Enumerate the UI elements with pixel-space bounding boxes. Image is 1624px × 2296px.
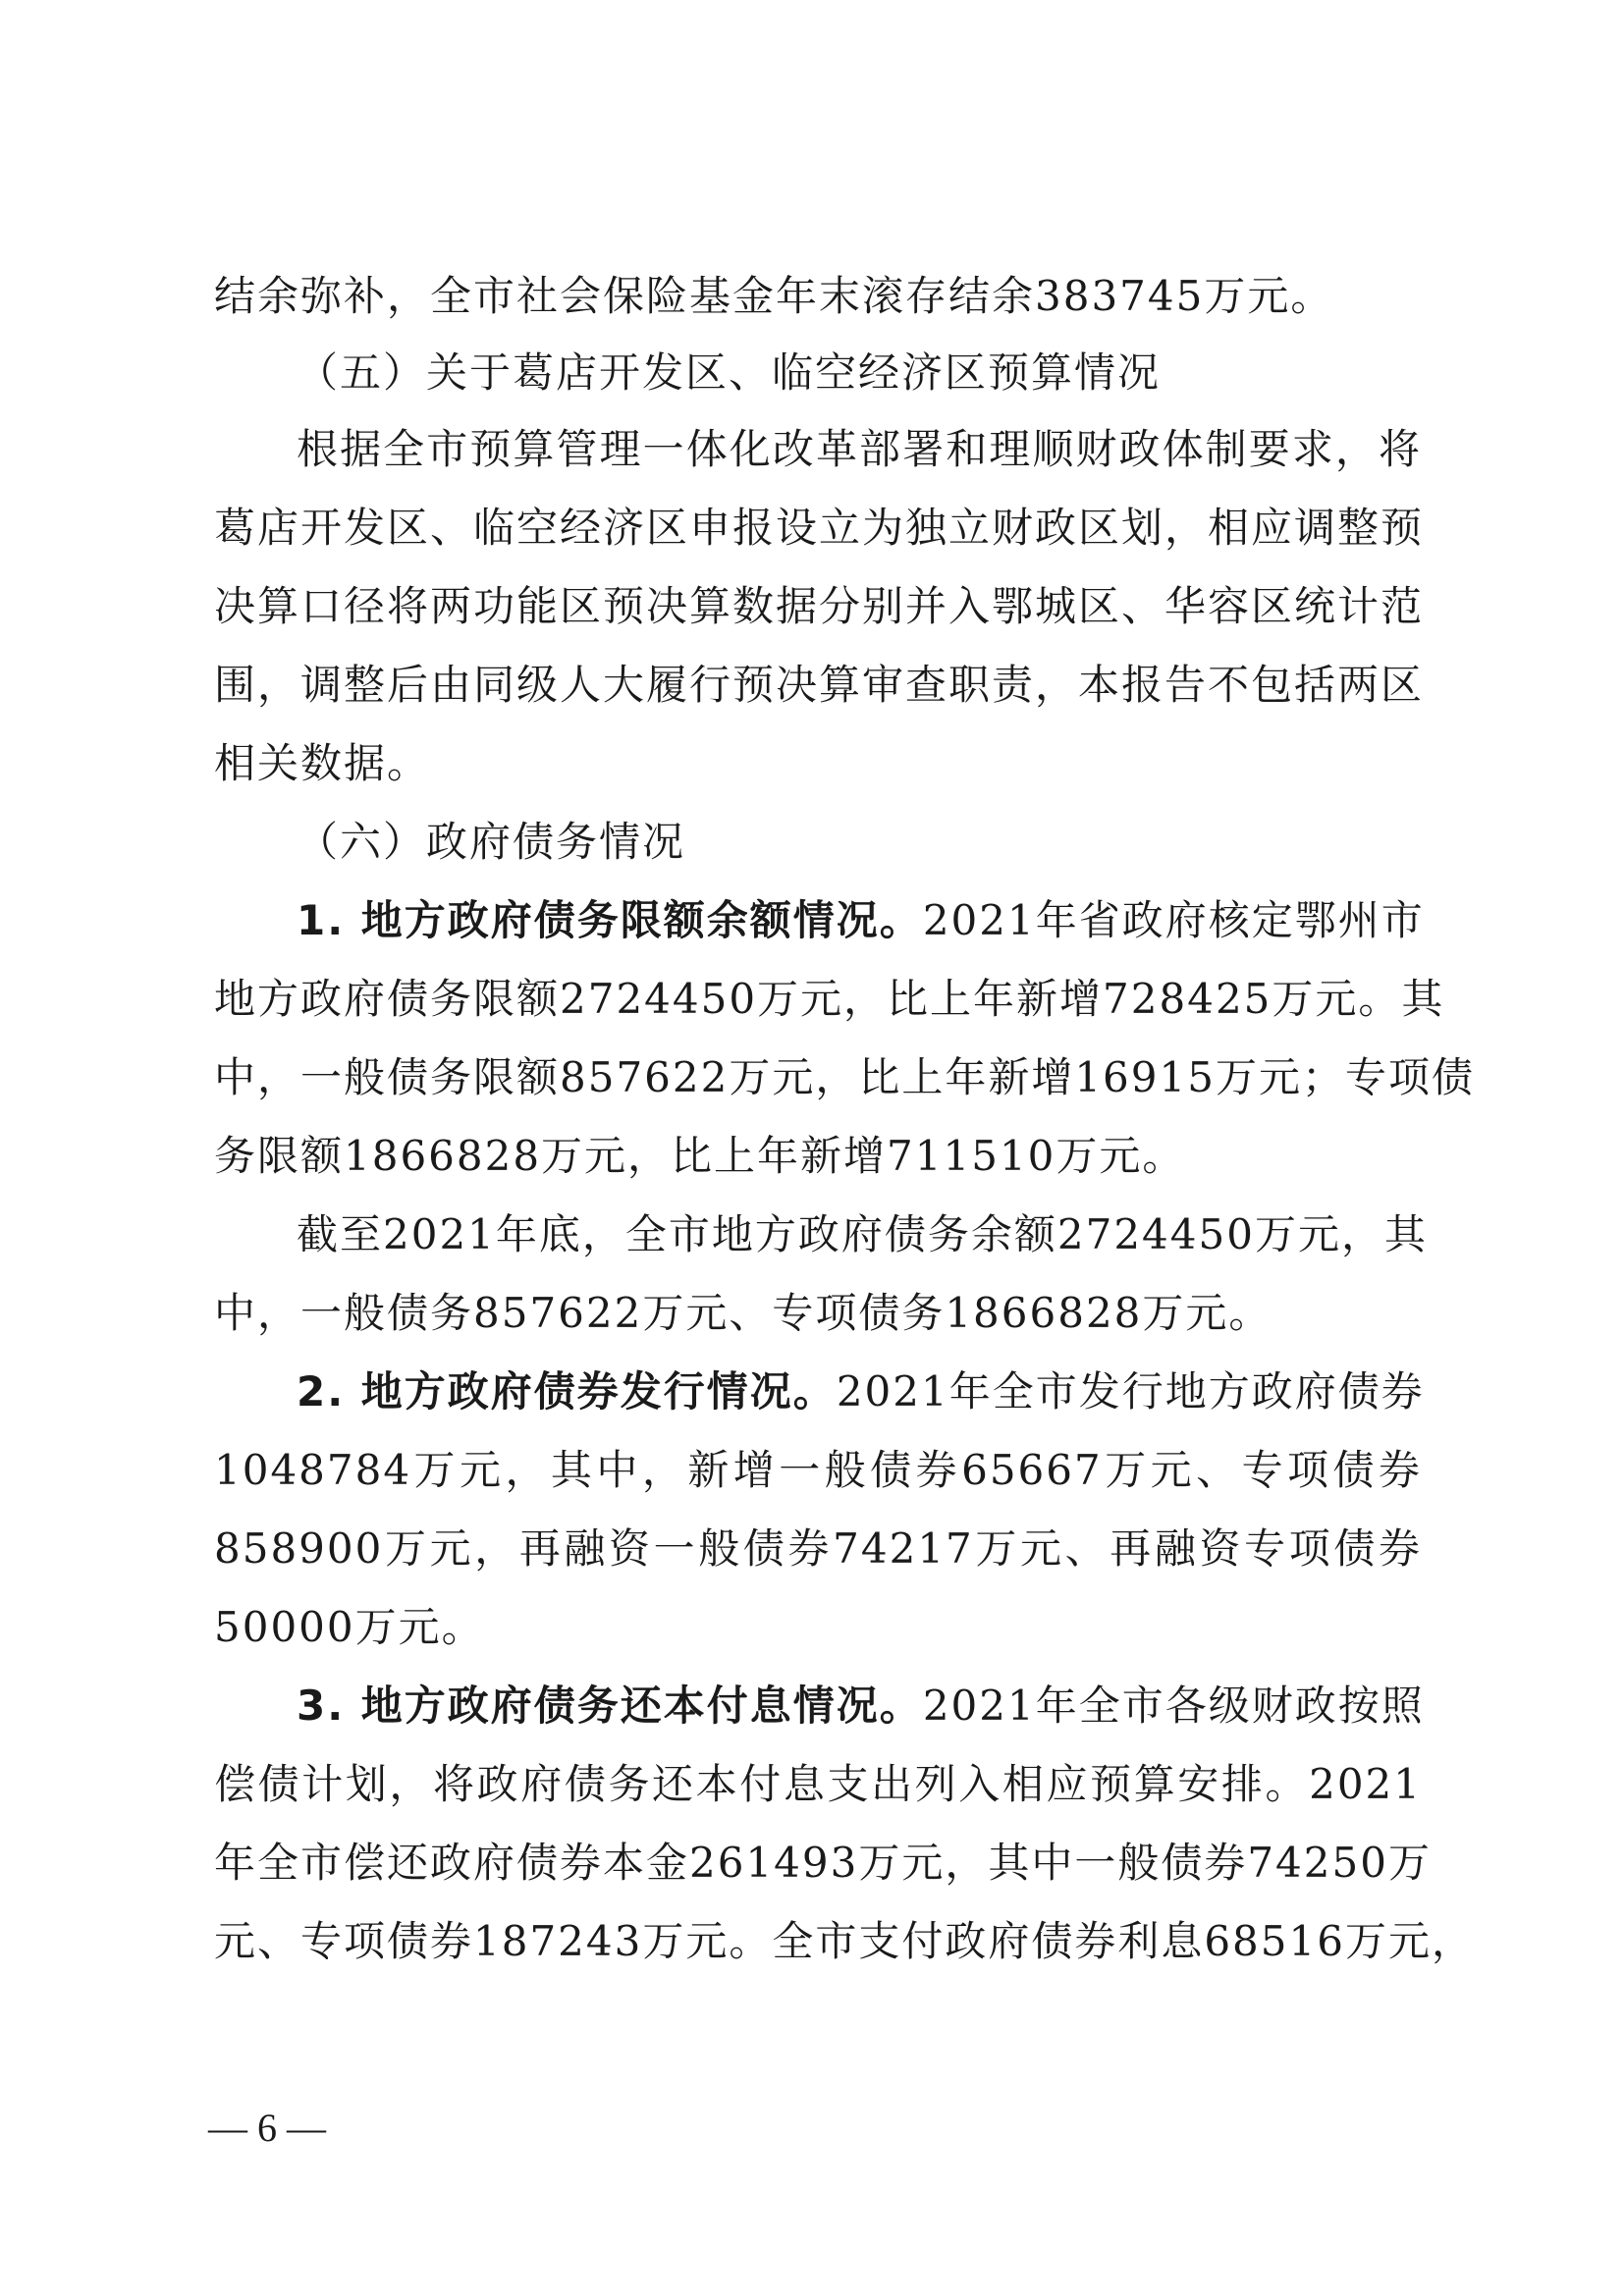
subsection-title-1: 1. 地方政府债务限额余额情况。 (297, 896, 923, 944)
body-line: 决算口径将两功能区预决算数据分别并入鄂城区、华容区统计范 (214, 582, 1425, 630)
body-line: 相关数据。 (214, 739, 431, 787)
body-line: 50000万元。 (214, 1603, 485, 1651)
subsection-title-3: 3. 地方政府债务还本付息情况。 (297, 1682, 923, 1730)
body-text: 2021年省政府核定鄂州市 (922, 896, 1425, 944)
body-line (297, 881, 1425, 960)
body-line: 偿债计划，将政府债务还本付息支出列入相应预算安排。2021 (214, 1760, 1422, 1808)
body-line (297, 1353, 1425, 1431)
body-text: 2021年全市各级财政按照 (922, 1682, 1425, 1730)
body-line: 858900万元，再融资一般债券74217万元、再融资专项债券 (214, 1524, 1422, 1573)
body-line: 年全市偿还政府债券本金261493万元，其中一般债券74250万 (214, 1839, 1432, 1887)
body-line: 中，一般债务857622万元、专项债务1866828万元。 (214, 1289, 1272, 1337)
body-line: 地方政府债务限额2724450万元，比上年新增728425万元。其 (214, 975, 1445, 1023)
page-number: — 6 — (208, 2106, 326, 2150)
body-line: 截至2021年底，全市地方政府债务余额2724450万元，其 (297, 1210, 1428, 1258)
body-line: 元、专项债券187243万元。全市支付政府债券利息68516万元， (214, 1917, 1475, 1965)
body-line: 务限额1866828万元，比上年新增711510万元。 (214, 1132, 1186, 1180)
section-heading-6: （六）政府债务情况 (297, 818, 686, 866)
body-line: 根据全市预算管理一体化改革部署和理顺财政体制要求，将 (297, 425, 1422, 473)
body-line: 葛店开发区、临空经济区申报设立为独立财政区划，相应调整预 (214, 504, 1425, 552)
body-line (297, 1667, 1425, 1745)
section-heading-5: （五）关于葛店开发区、临空经济区预算情况 (297, 348, 1162, 397)
body-line: 1048784万元，其中，新增一般债券65667万元、专项债券 (214, 1446, 1422, 1494)
body-line: 围，调整后由同级人大履行预决算审查职责，本报告不包括两区 (214, 661, 1425, 709)
body-line: 中，一般债务限额857622万元，比上年新增16915万元；专项债 (214, 1053, 1475, 1101)
body-text: 2021年全市发行地方政府债券 (836, 1367, 1425, 1415)
subsection-title-2: 2. 地方政府债券发行情况。 (297, 1367, 837, 1415)
body-line: 结余弥补，全市社会保险基金年末滚存结余383745万元。 (214, 272, 1334, 320)
